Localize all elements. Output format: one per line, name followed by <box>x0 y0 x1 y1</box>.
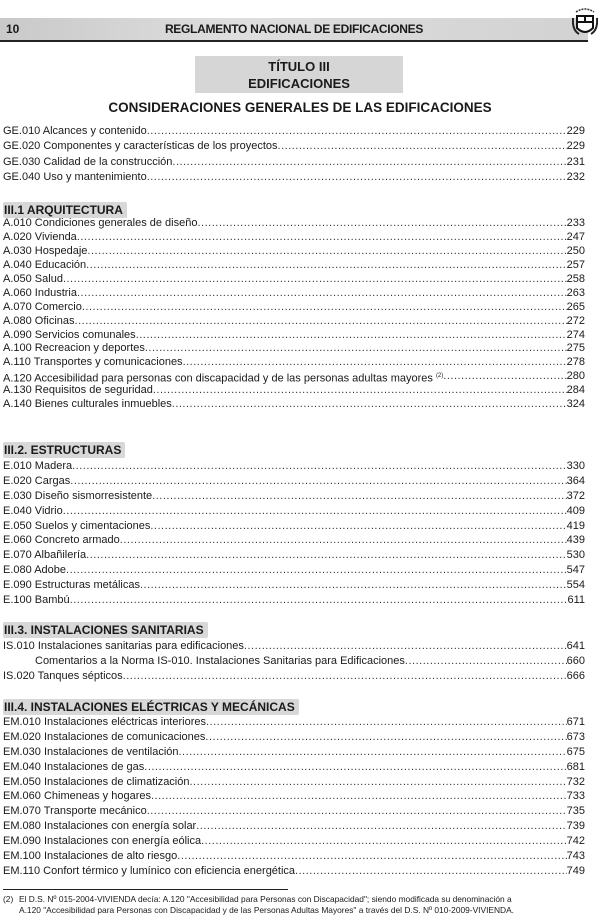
entry-label <box>3 459 72 474</box>
entry-page-number: 675 <box>566 745 585 758</box>
toc-entry[interactable] <box>3 578 585 593</box>
entry-page-number: 247 <box>566 230 585 243</box>
entry-label <box>3 819 196 834</box>
entry-label-text: A.140 Bienes culturales inmuebles <box>3 398 172 411</box>
entry-label <box>3 217 197 231</box>
entry-page-number: 554 <box>566 579 585 592</box>
entry-label-text: EM.050 Instalaciones de climatización <box>3 775 190 788</box>
entry-label <box>3 504 63 519</box>
entry-label <box>3 533 120 548</box>
entry-page-number: 284 <box>566 384 585 397</box>
section-title: III.2. ESTRUCTURAS <box>3 442 125 458</box>
entry-label <box>3 804 147 819</box>
entry-label <box>3 639 244 654</box>
entry-label <box>3 170 147 185</box>
entry-label-text: A.060 Industria <box>3 286 77 299</box>
entry-label-text: E.040 Vidrio <box>3 504 63 517</box>
toc-entry[interactable] <box>3 849 585 864</box>
entry-label <box>3 287 77 301</box>
coat-of-arms-icon <box>572 4 598 38</box>
toc-section <box>3 201 585 412</box>
footnote-line-1: El D.S. Nº 015-2004-VIVIENDA decía: A.120 "Accesibilidad para Personas con Discapacidad"; siendo modificada su denominación a <box>19 894 512 904</box>
entry-label <box>3 259 86 273</box>
dot-leader <box>66 563 567 578</box>
entry-label <box>3 231 77 245</box>
dot-leader <box>405 654 567 669</box>
dot-leader <box>147 170 567 185</box>
dot-leader <box>205 730 566 745</box>
entry-page-number: 275 <box>566 342 585 355</box>
entry-label-text: A.010 Condiciones generales de diseño <box>3 217 198 229</box>
toc-entry[interactable] <box>3 231 585 245</box>
toc-entry[interactable] <box>3 139 585 154</box>
dot-leader <box>172 155 566 170</box>
entry-page-number: 364 <box>566 474 585 487</box>
entry-label-text: E.060 Concreto armado <box>3 534 120 547</box>
entry-page-number: 278 <box>566 356 585 369</box>
entry-label-text: EM.070 Transporte mecánico <box>3 805 147 818</box>
dot-leader <box>63 504 567 519</box>
toc-entry[interactable] <box>3 819 585 834</box>
dot-leader <box>147 124 567 139</box>
dot-leader <box>70 593 568 608</box>
entry-label <box>3 760 144 775</box>
entry-label <box>3 301 82 315</box>
dot-leader <box>145 342 567 356</box>
entry-label <box>3 548 86 563</box>
entry-page-number: 419 <box>566 519 585 532</box>
entry-label-text: E.020 Cargas <box>3 474 71 487</box>
entry-label <box>3 849 177 864</box>
entry-page-number: 232 <box>566 170 585 183</box>
entry-page-number: 666 <box>566 670 585 682</box>
entry-label <box>3 124 147 139</box>
toc-entry[interactable] <box>3 301 585 315</box>
title-line-1: TÍTULO III <box>268 59 330 74</box>
toc-entry[interactable] <box>3 217 585 231</box>
entry-label-text: Comentarios a la Norma IS-010. Instalaciones Sanitarias para Edificaciones <box>35 655 405 667</box>
dot-leader <box>63 273 567 287</box>
header-title: REGLAMENTO NACIONAL DE EDIFICACIONES <box>164 22 424 36</box>
toc-entry[interactable] <box>3 715 585 730</box>
running-header <box>0 18 588 42</box>
section-title: III.3. INSTALACIONES SANITARIAS <box>3 622 208 638</box>
entry-label-text: E.050 Suelos y cimentaciones <box>3 519 151 532</box>
dot-leader <box>140 578 567 593</box>
toc-entry[interactable] <box>3 370 585 384</box>
entry-label-text: EM.040 Instalaciones de gas <box>3 760 145 773</box>
entry-page-number: 233 <box>566 217 585 229</box>
title-line-2: EDIFICACIONES <box>248 76 350 91</box>
footnote-divider <box>3 889 288 890</box>
entry-label <box>3 329 136 343</box>
entry-label-text: A.120 Accesibilidad para personas con discapacidad y de las personas adultas mayores <box>3 372 433 385</box>
entry-label-text: A.080 Oficinas <box>3 314 75 327</box>
dot-leader <box>86 548 566 563</box>
entry-label <box>3 775 189 790</box>
dot-leader <box>87 245 566 259</box>
entry-label-text: EM.020 Instalaciones de comunicaciones <box>3 730 206 743</box>
entry-label-text: A.130 Requisitos de seguridad <box>3 384 153 397</box>
toc-entry[interactable] <box>3 745 585 760</box>
entry-label-text: EM.030 Instalaciones de ventilación <box>3 745 179 758</box>
toc-entry[interactable] <box>3 398 585 412</box>
dot-leader <box>177 849 566 864</box>
dot-leader <box>189 775 566 790</box>
footnote-ref[interactable]: (2) <box>435 373 444 380</box>
section-title: III.4. INSTALACIONES ELÉCTRICAS Y MECÁNICAS <box>3 699 299 715</box>
entry-page-number: 660 <box>566 655 585 667</box>
toc-entry[interactable] <box>3 504 585 519</box>
entry-label-text: E.100 Bambú <box>3 594 70 607</box>
entry-label <box>3 563 66 578</box>
entry-label <box>3 273 63 287</box>
dot-leader <box>144 760 566 775</box>
entry-page-number: 250 <box>566 244 585 257</box>
entry-label <box>3 245 87 259</box>
entry-label-text: E.080 Adobe <box>3 564 67 577</box>
entry-page-number: 372 <box>566 489 585 502</box>
footnote <box>3 894 600 916</box>
dot-leader <box>150 519 566 534</box>
section-title: III.1 ARQUITECTURA <box>3 202 127 218</box>
toc-entry[interactable] <box>3 245 585 259</box>
dot-leader <box>295 864 567 879</box>
dot-leader <box>120 533 567 548</box>
footnote-line-2: A.120 "Accesibilidad para Personas con Discapacidad y de las Personas Adultas Mayores" a través del D.S. Nº 010-2009-VIVIENDA. <box>19 905 515 915</box>
entry-label-text: A.050 Salud <box>3 272 63 285</box>
entry-label-text: EM.060 Chimeneas y hogares <box>3 790 151 803</box>
entry-label <box>3 370 443 384</box>
entry-page-number: 272 <box>566 314 585 327</box>
entry-label-text: A.030 Hospedaje <box>3 244 88 257</box>
toc-entry[interactable] <box>3 789 585 804</box>
entry-page-number: 439 <box>566 534 585 547</box>
entry-label-text: EM.080 Instalaciones con energía solar <box>3 820 197 833</box>
toc-entry[interactable] <box>3 804 585 819</box>
entry-page-number: 742 <box>566 835 585 848</box>
entry-label-text: IS.020 Tanques sépticos <box>3 670 123 682</box>
toc-entry[interactable] <box>3 775 585 790</box>
entry-label-text: E.010 Madera <box>3 460 73 472</box>
entry-label <box>3 155 172 170</box>
entry-page-number: 265 <box>566 300 585 313</box>
entry-label <box>3 715 206 730</box>
toc-entry[interactable] <box>3 342 585 356</box>
entry-page-number: 231 <box>566 155 585 168</box>
dot-leader <box>147 804 567 819</box>
dot-leader <box>72 459 567 474</box>
toc-section <box>3 621 585 684</box>
entry-label-text: E.090 Estructuras metálicas <box>3 579 140 592</box>
dot-leader <box>153 384 567 398</box>
entry-label-text: A.090 Servicios comunales <box>3 328 136 341</box>
entry-label <box>3 356 183 370</box>
dot-leader <box>201 834 567 849</box>
entry-page-number: 732 <box>566 775 585 788</box>
dot-leader <box>136 329 567 343</box>
entry-label <box>3 315 75 329</box>
dot-leader <box>86 259 566 273</box>
entry-label <box>3 342 145 356</box>
entry-page-number: 324 <box>566 398 585 411</box>
entry-page-number: 611 <box>567 594 585 607</box>
entry-label <box>3 578 140 593</box>
entry-page-number: 229 <box>566 140 585 153</box>
toc-entry[interactable] <box>3 639 585 654</box>
dot-leader <box>151 789 567 804</box>
entry-label <box>3 384 153 398</box>
dot-leader <box>77 231 567 245</box>
toc-entry[interactable] <box>3 384 585 398</box>
entry-page-number: 274 <box>566 328 585 341</box>
toc-entry[interactable] <box>3 356 585 370</box>
dot-leader <box>82 301 567 315</box>
entry-page-number: 258 <box>566 272 585 285</box>
toc-entry[interactable] <box>3 669 585 684</box>
dot-leader <box>183 356 567 370</box>
entry-label-text: A.070 Comercio <box>3 300 82 313</box>
toc-entry[interactable] <box>3 459 585 474</box>
dot-leader <box>123 669 567 684</box>
entry-page-number: 671 <box>566 716 585 728</box>
toc-section <box>3 441 585 608</box>
entry-label-text: GE.010 Alcances y contenido <box>3 125 147 137</box>
toc-entry[interactable] <box>3 563 585 578</box>
entry-label-text: EM.110 Confort térmico y lumínico con eficiencia energética <box>3 864 296 877</box>
toc-entry[interactable] <box>3 760 585 775</box>
entry-label <box>3 745 179 760</box>
dot-leader <box>197 217 566 231</box>
entry-label <box>3 398 172 412</box>
entry-label-text: GE.020 Componentes y características de los proyectos <box>3 140 278 153</box>
entry-label-text: A.020 Vivienda <box>3 230 77 243</box>
entry-label-text: EM.100 Instalaciones de alto riesgo <box>3 850 178 863</box>
toc-entry[interactable] <box>3 489 585 504</box>
entry-label-text: EM.010 Instalaciones eléctricas interiores <box>3 716 206 728</box>
entry-label <box>3 489 152 504</box>
entry-label-text: GE.030 Calidad de la construcción <box>3 155 173 168</box>
entry-label-text: E.070 Albañilería <box>3 549 87 562</box>
toc-entry[interactable] <box>3 519 585 534</box>
toc-entry[interactable] <box>3 315 585 329</box>
entry-label-text: A.100 Recreacion y deportes <box>3 342 145 355</box>
toc-entry[interactable] <box>3 593 585 608</box>
dot-leader <box>179 745 567 760</box>
toc-entry[interactable] <box>3 273 585 287</box>
entry-label <box>3 789 151 804</box>
entry-page-number: 739 <box>566 820 585 833</box>
toc-entry[interactable] <box>3 474 585 489</box>
dot-leader <box>244 639 567 654</box>
entry-page-number: 673 <box>566 730 585 743</box>
toc-entry[interactable] <box>3 533 585 548</box>
entry-label <box>3 834 201 849</box>
toc-entry[interactable] <box>3 287 585 301</box>
entry-label <box>3 654 405 669</box>
entry-page-number: 280 <box>566 370 585 383</box>
dot-leader <box>152 489 566 504</box>
dot-leader <box>206 715 567 730</box>
toc-entry[interactable] <box>3 654 585 669</box>
entry-page-number: 257 <box>566 258 585 271</box>
toc-section <box>3 124 585 185</box>
entry-label-text: A.110 Transportes y comunicaciones <box>3 356 183 369</box>
entry-label <box>3 139 278 154</box>
dot-leader <box>196 819 566 834</box>
dot-leader <box>278 139 567 154</box>
entry-page-number: 330 <box>566 460 585 472</box>
toc-entry[interactable] <box>3 864 585 879</box>
toc-section <box>3 698 585 879</box>
toc-entry[interactable] <box>3 548 585 563</box>
entry-label <box>3 730 205 745</box>
entry-label <box>3 519 150 534</box>
entry-label-text: A.040 Educación <box>3 258 87 271</box>
toc-entry[interactable] <box>3 259 585 273</box>
dot-leader <box>70 474 566 489</box>
entry-label <box>3 864 295 879</box>
toc-entry[interactable] <box>3 124 585 139</box>
entry-label <box>3 669 123 684</box>
entry-label-text: EM.090 Instalaciones con energía eólica <box>3 835 202 848</box>
entry-page-number: 547 <box>566 564 585 577</box>
footnote-number: (2) <box>3 894 14 904</box>
toc-entry[interactable] <box>3 170 585 185</box>
entry-page-number: 229 <box>566 125 585 137</box>
dot-leader <box>75 315 567 329</box>
title-box <box>195 56 403 93</box>
entry-label-text: IS.010 Instalaciones sanitarias para edificaciones <box>3 640 244 652</box>
toc-entry[interactable] <box>3 155 585 170</box>
entry-page-number: 263 <box>566 286 585 299</box>
entry-label-text: GE.040 Uso y mantenimiento <box>3 170 147 183</box>
entry-page-number: 733 <box>566 790 585 803</box>
entry-page-number: 681 <box>566 760 585 773</box>
toc-entry[interactable] <box>3 329 585 343</box>
entry-page-number: 641 <box>566 640 585 652</box>
entry-label <box>3 593 70 608</box>
entry-label <box>3 474 70 489</box>
dot-leader <box>77 287 567 301</box>
dot-leader <box>172 398 567 412</box>
entry-page-number: 409 <box>566 504 585 517</box>
toc-entry[interactable] <box>3 834 585 849</box>
entry-page-number: 735 <box>566 805 585 818</box>
entry-page-number: 743 <box>566 850 585 863</box>
entry-page-number: 749 <box>566 864 585 877</box>
page-number: 10 <box>6 22 20 36</box>
toc-entry[interactable] <box>3 730 585 745</box>
entry-label-text: E.030 Diseño sismorresistente <box>3 489 153 502</box>
dot-leader <box>443 370 566 384</box>
entry-page-number: 530 <box>566 549 585 562</box>
section-heading: CONSIDERACIONES GENERALES DE LAS EDIFICACIONES <box>108 100 492 115</box>
